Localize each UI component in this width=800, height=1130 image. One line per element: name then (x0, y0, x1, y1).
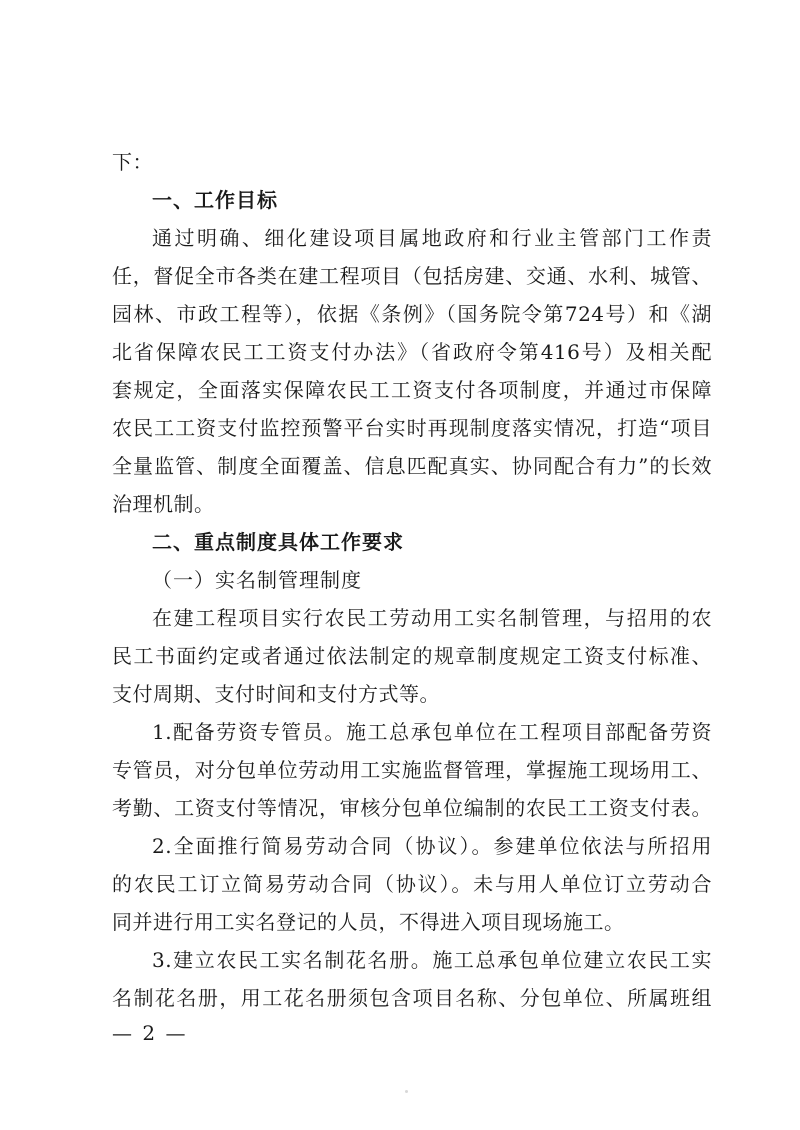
list-item-line: 专管员，对分包单位劳动用工实施监督管理，掌握施工现场用工、 (112, 758, 712, 782)
paragraph-line: 任，督促全市各类在建工程项目（包括房建、交通、水利、城管、 (112, 264, 712, 288)
list-item-line: 1.配备劳资专管员。施工总承包单位在工程项目部配备劳资 (152, 720, 712, 744)
paragraph-line: 通过明确、细化建设项目属地政府和行业主管部门工作责 (152, 226, 712, 250)
paragraph-line: 全量监管、制度全面覆盖、信息匹配真实、协同配合有力”的长效 (112, 454, 712, 478)
paragraph-line: 民工书面约定或者通过依法制定的规章制度规定工资支付标准、 (112, 644, 712, 668)
list-item-line: 3.建立农民工实名制花名册。施工总承包单位建立农民工实 (152, 948, 712, 972)
list-item-line: 考勤、工资支付等情况，审核分包单位编制的农民工工资支付表。 (112, 796, 712, 820)
scan-speck (405, 1090, 408, 1093)
paragraph-line: 套规定，全面落实保障农民工工资支付各项制度，并通过市保障 (112, 378, 712, 402)
paragraph-line: 北省保障农民工工资支付办法》（省政府令第416号）及相关配 (112, 340, 712, 364)
section-heading-requirements: 二、重点制度具体工作要求 (152, 530, 404, 554)
paragraph-line: 在建工程项目实行农民工劳动用工实名制管理，与招用的农 (152, 606, 712, 630)
list-item-line: 的农民工订立简易劳动合同（协议）。未与用人单位订立劳动合 (112, 872, 712, 896)
paragraph-line: 农民工工资支付监控预警平台实时再现制度落实情况，打造“项目 (112, 416, 712, 440)
paragraph-line: 园林、市政工程等），依据《条例》（国务院令第724号）和《湖 (112, 302, 712, 326)
paragraph-line: 治理机制。 (112, 492, 215, 516)
list-item-line: 同并进行用工实名登记的人员，不得进入项目现场施工。 (112, 910, 625, 934)
subsection-heading-real-name: （一）实名制管理制度 (152, 568, 362, 592)
continuation-text: 下： (112, 150, 153, 174)
list-item-line: 名制花名册，用工花名册须包含项目名称、分包单位、所属班组 (112, 986, 712, 1010)
paragraph-line: 支付周期、支付时间和支付方式等。 (112, 682, 440, 706)
page-number: — 2 — (112, 1021, 188, 1045)
section-heading-goals: 一、工作目标 (152, 188, 278, 212)
list-item-line: 2.全面推行简易劳动合同（协议）。参建单位依法与所招用 (152, 834, 712, 858)
